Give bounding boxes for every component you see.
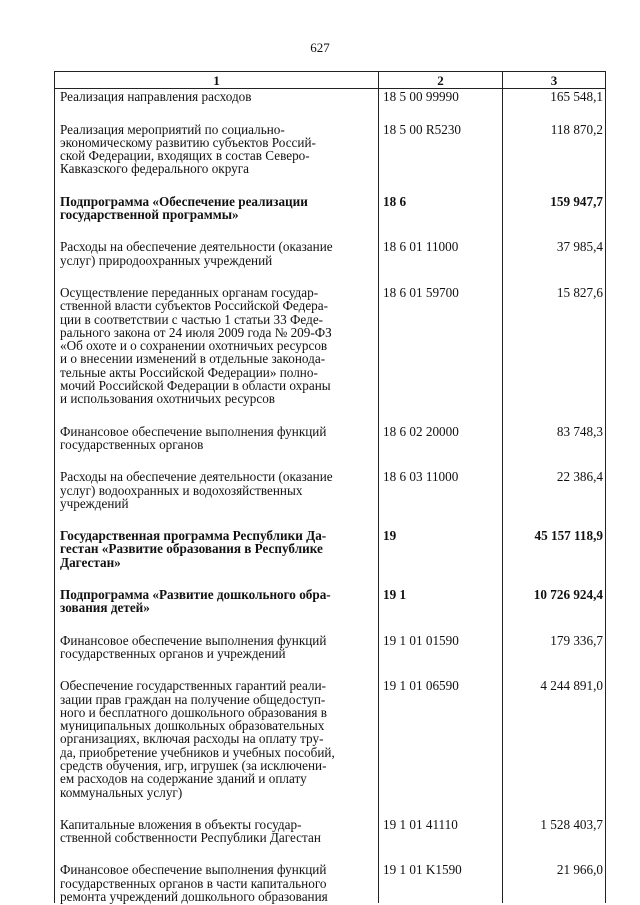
row-code: 18 6 <box>379 195 503 241</box>
row-name-line: да, приобретение учебников и учебных пособий, <box>60 744 335 760</box>
row-name <box>55 425 379 471</box>
row-amount: 37 985,4 <box>503 240 606 286</box>
row-name-line: Кавказского федерального округа <box>60 161 249 177</box>
row-name-line: ного и бесплатного дошкольного образования в <box>60 704 327 720</box>
row-name-line: тельные акты Российской Федерации» полно- <box>60 364 318 380</box>
row-name-line: организациях, включая расходы на оплату тру- <box>60 731 324 747</box>
row-name <box>55 89 379 123</box>
table-row <box>55 529 606 588</box>
table-body <box>55 89 606 904</box>
row-name-line: Финансовое обеспечение выполнения функций <box>60 632 327 648</box>
row-name-line: Подпрограмма «Обеспечение реализации <box>60 193 308 209</box>
row-code: 19 1 <box>379 588 503 634</box>
row-amount: 22 386,4 <box>503 470 606 529</box>
row-name-line: Реализация направления расходов <box>60 89 252 105</box>
row-name-line: ремонта учреждений дошкольного образования <box>60 889 328 905</box>
row-code: 19 1 01 01590 <box>379 634 503 680</box>
row-name-line: Финансовое обеспечение выполнения функций <box>60 862 327 878</box>
row-name-line: мочий Российской Федерации в области охраны <box>60 378 331 394</box>
row-name-line: учреждений <box>60 495 129 511</box>
row-name-line: коммунальных услуг) <box>60 784 183 800</box>
row-code: 18 6 01 11000 <box>379 240 503 286</box>
table-row <box>55 89 606 123</box>
row-name-line: ственной собственности Республики Дагестан <box>60 830 321 846</box>
row-amount: 118 870,2 <box>503 123 606 195</box>
row-name-line: ственной власти субъектов Российской Федера- <box>60 298 329 314</box>
page-number: 627 <box>310 40 330 55</box>
row-name <box>55 588 379 634</box>
row-name-line: зования детей» <box>60 600 150 616</box>
row-name-line: государственной программы» <box>60 207 239 223</box>
row-code: 18 6 02 20000 <box>379 425 503 471</box>
row-name-line: услуг) природоохранных учреждений <box>60 252 273 268</box>
row-name <box>55 679 379 818</box>
row-name-line: Обеспечение государственных гарантий реали- <box>60 678 327 694</box>
row-code: 18 5 00 99990 <box>379 89 503 123</box>
row-name-line: ции в соответствии с частью 1 статьи 33 Феде- <box>60 311 324 327</box>
row-name-line: гестан «Развитие образования в Республике <box>60 541 323 557</box>
row-name-line: ем расходов на содержание зданий и оплату <box>60 771 307 787</box>
row-amount: 10 726 924,4 <box>503 588 606 634</box>
row-amount: 45 157 118,9 <box>503 529 606 588</box>
row-amount: 159 947,7 <box>503 195 606 241</box>
row-name-line: Капитальные вложения в объекты государ- <box>60 816 302 832</box>
table-row <box>55 863 606 903</box>
row-code: 18 5 00 R5230 <box>379 123 503 195</box>
row-amount: 15 827,6 <box>503 286 606 425</box>
row-name <box>55 123 379 195</box>
row-code: 19 <box>379 529 503 588</box>
table-row <box>55 240 606 286</box>
row-name-line: рального закона от 24 июля 2009 года № 209-ФЗ <box>60 324 332 340</box>
row-name <box>55 634 379 680</box>
row-name-line: государственных органов и учреждений <box>60 645 286 661</box>
row-name-line: Дагестан» <box>60 554 121 570</box>
budget-table <box>54 71 606 903</box>
row-code: 19 1 01 41110 <box>379 818 503 864</box>
table-row <box>55 818 606 864</box>
row-amount: 83 748,3 <box>503 425 606 471</box>
table-row <box>55 286 606 425</box>
row-name <box>55 818 379 864</box>
row-name-line: государственных органов <box>60 436 204 452</box>
table-row <box>55 425 606 471</box>
row-name-line: зации прав граждан на получение общедоступ- <box>60 691 326 707</box>
row-name-line: и использования охотничьих ресурсов <box>60 391 276 407</box>
table-row <box>55 195 606 241</box>
row-name <box>55 240 379 286</box>
row-amount: 4 244 891,0 <box>503 679 606 818</box>
row-name <box>55 195 379 241</box>
row-amount: 21 966,0 <box>503 863 606 903</box>
table-row <box>55 123 606 195</box>
row-name-line: «Об охоте и о сохранении охотничьих ресурсов <box>60 338 328 354</box>
table-row <box>55 470 606 529</box>
row-name-line: средств обучения, игр, игрушек (за исключени- <box>60 757 327 773</box>
row-name-line: и о внесении изменений в отдельные законода- <box>60 351 326 367</box>
row-code: 18 6 03 11000 <box>379 470 503 529</box>
row-name-line: Осуществление переданных органам государ- <box>60 284 319 300</box>
row-code: 19 1 01 K1590 <box>379 863 503 903</box>
header-col-1: 1 <box>55 72 379 89</box>
row-name-line: Финансовое обеспечение выполнения функций <box>60 423 327 439</box>
header-row <box>55 72 606 89</box>
row-name-line: экономическому развитию субъектов Россий- <box>60 134 316 150</box>
row-name-line: Подпрограмма «Развитие дошкольного обра- <box>60 587 331 603</box>
row-name-line: услуг) водоохранных и водохозяйственных <box>60 482 303 498</box>
row-amount: 165 548,1 <box>503 89 606 123</box>
table-row <box>55 634 606 680</box>
row-name-line: Расходы на обеспечение деятельности (оказание <box>60 239 333 255</box>
row-code: 18 6 01 59700 <box>379 286 503 425</box>
row-name <box>55 470 379 529</box>
header-col-3: 3 <box>503 72 606 89</box>
row-name-line: Реализация мероприятий по социально- <box>60 121 285 137</box>
row-amount: 179 336,7 <box>503 634 606 680</box>
row-name-line: Расходы на обеспечение деятельности (оказание <box>60 469 333 485</box>
header-col-2: 2 <box>379 72 503 89</box>
row-name-line: ской Федерации, входящих в состав Северо- <box>60 148 310 164</box>
row-name-line: Государственная программа Республики Да- <box>60 528 327 544</box>
row-name-line: государственных органов в части капитального <box>60 875 327 891</box>
row-code: 19 1 01 06590 <box>379 679 503 818</box>
row-name <box>55 529 379 588</box>
table-row <box>55 679 606 818</box>
row-amount: 1 528 403,7 <box>503 818 606 864</box>
row-name <box>55 286 379 425</box>
table-row <box>55 588 606 634</box>
row-name <box>55 863 379 903</box>
row-name-line: муниципальных дошкольных образовательных <box>60 718 325 734</box>
